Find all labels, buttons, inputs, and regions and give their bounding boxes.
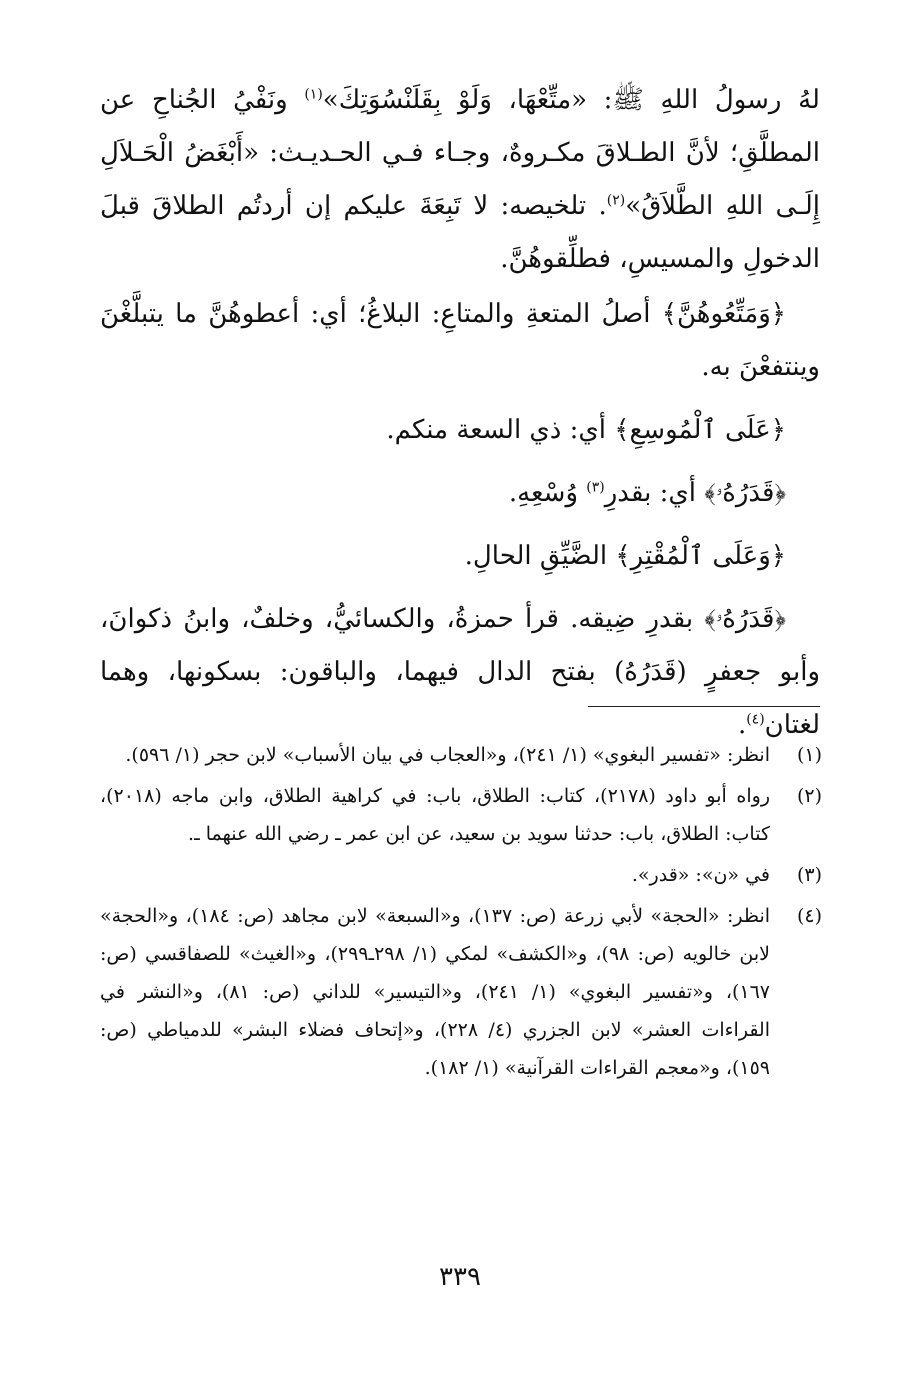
paragraph-1 [100,74,820,286]
paragraph-6 [100,593,820,752]
footnote-number: (٢) [796,785,822,807]
text-run: ونَفْيُ الجُناحِ عن المطلَّقِ؛ لأنَّ الطـلاقَ مكـروهٌ، وجـاء فـي الحـديـث: «أَبْغَضُ الْحَـلاَلِ إِلَـى اللهِ الطَّلاَقُ» [100,85,820,221]
footnote-4 [100,897,822,1087]
footnote-ref-2[interactable]: (٢) [606,192,626,209]
text-run: وُسْعِهِ. [508,478,587,508]
footnote-ref-1[interactable]: (١) [304,86,323,103]
footnote-number: (٤) [796,905,822,927]
paragraph-3: ﴿عَلَى ٱلْمُوسِعِ﴾ أي: ذي السعة منكم. [386,415,786,445]
text-run: ﴿قَدَرُهُۥ﴾ بقدرِ ضِيقه. قرأ حمزةُ، والكسائيُّ، وخلفٌ، وابنُ ذكوانَ، وأبو جعفرٍ (قَدَرُهُ) بفتح الدال فيهما، والباقون: بسكونها، وهما لغتان [100,604,820,740]
paragraph-2: ﴿وَمَتِّعُوهُنَّ﴾ أصلُ المتعةِ والمتاعِ: البلاغُ؛ أي: أعطوهُنَّ ما يتبلَّغْنَ وينتفعْنَ به. [100,299,820,382]
footnote-ref-4[interactable]: (٤) [746,711,765,728]
paragraph-5: ﴿وَعَلَى ٱلْمُقْتِرِ﴾ الضَّيِّقِ الحالِ. [464,541,786,571]
main-text [100,74,820,752]
paragraph-4 [100,467,820,520]
text-run: . تلخيصه: لا تَبِعَةَ عليكم إن أردتُم الطلاقَ قبلَ الدخولِ والمسيسِ، فطلِّقوهُنَّ. [100,191,820,274]
footnote-text: انظر: «الحجة» لأبي زرعة (ص: ١٣٧)، و«السبعة» لابن مجاهد (ص: ١٨٤)، و«الحجة» لابن خالويه (ص: ٩٨)، و«الكشف» لمكي (١/ ٢٩٨ـ٢٩٩)، و«الغيث» للصفاقسي (ص: ١٦٧)، و«تفسير البغوي» (١/ ٢٤١)، و«التيسير» للداني (ص: ٨١)، و«النشر في القراءات العشر» لابن الجزري (٤/ ٢٢٨)، و«إتحاف فضلاء البشر» للدمياطي (ص: ١٥٩)، و«معجم القراءات القرآنية» (١/ ١٨٢). [100,905,771,1079]
footnote-text: رواه أبو داود (٢١٧٨)، كتاب: الطلاق، باب: في كراهية الطلاق، وابن ماجه (٢٠١٨)، كتاب: الطلاق، باب: حدثنا سويد بن سعيد، عن ابن عمر ـ رضي الله عنهما ـ. [100,785,770,845]
footnotes [100,736,822,1087]
page-number: ٣٣٩ [439,1262,481,1292]
footnote-text: انظر: «تفسير البغوي» (١/ ٢٤١)، و«العجاب في بيان الأسباب» لابن حجر (١/ ٥٩٦). [125,744,770,766]
footnote-ref-3[interactable]: (٣) [586,479,605,496]
text-run: لهُ رسولُ اللهِ ﷺ: «متِّعْهَا، وَلَوْ بِقَلَنْسُوَتِكَ» [322,85,820,115]
text-run: . [737,710,747,740]
footnote-number: (١) [796,744,822,766]
footnote-number: (٣) [796,864,822,886]
footnote-text: في «ن»: «قدر». [631,864,770,886]
footnote-3 [100,856,822,894]
text-run: ﴿قَدَرُهُۥ﴾ أي: بقدرِ [604,478,786,508]
footnote-1 [100,736,822,774]
footnote-separator [588,706,820,707]
footnote-2 [100,777,822,853]
